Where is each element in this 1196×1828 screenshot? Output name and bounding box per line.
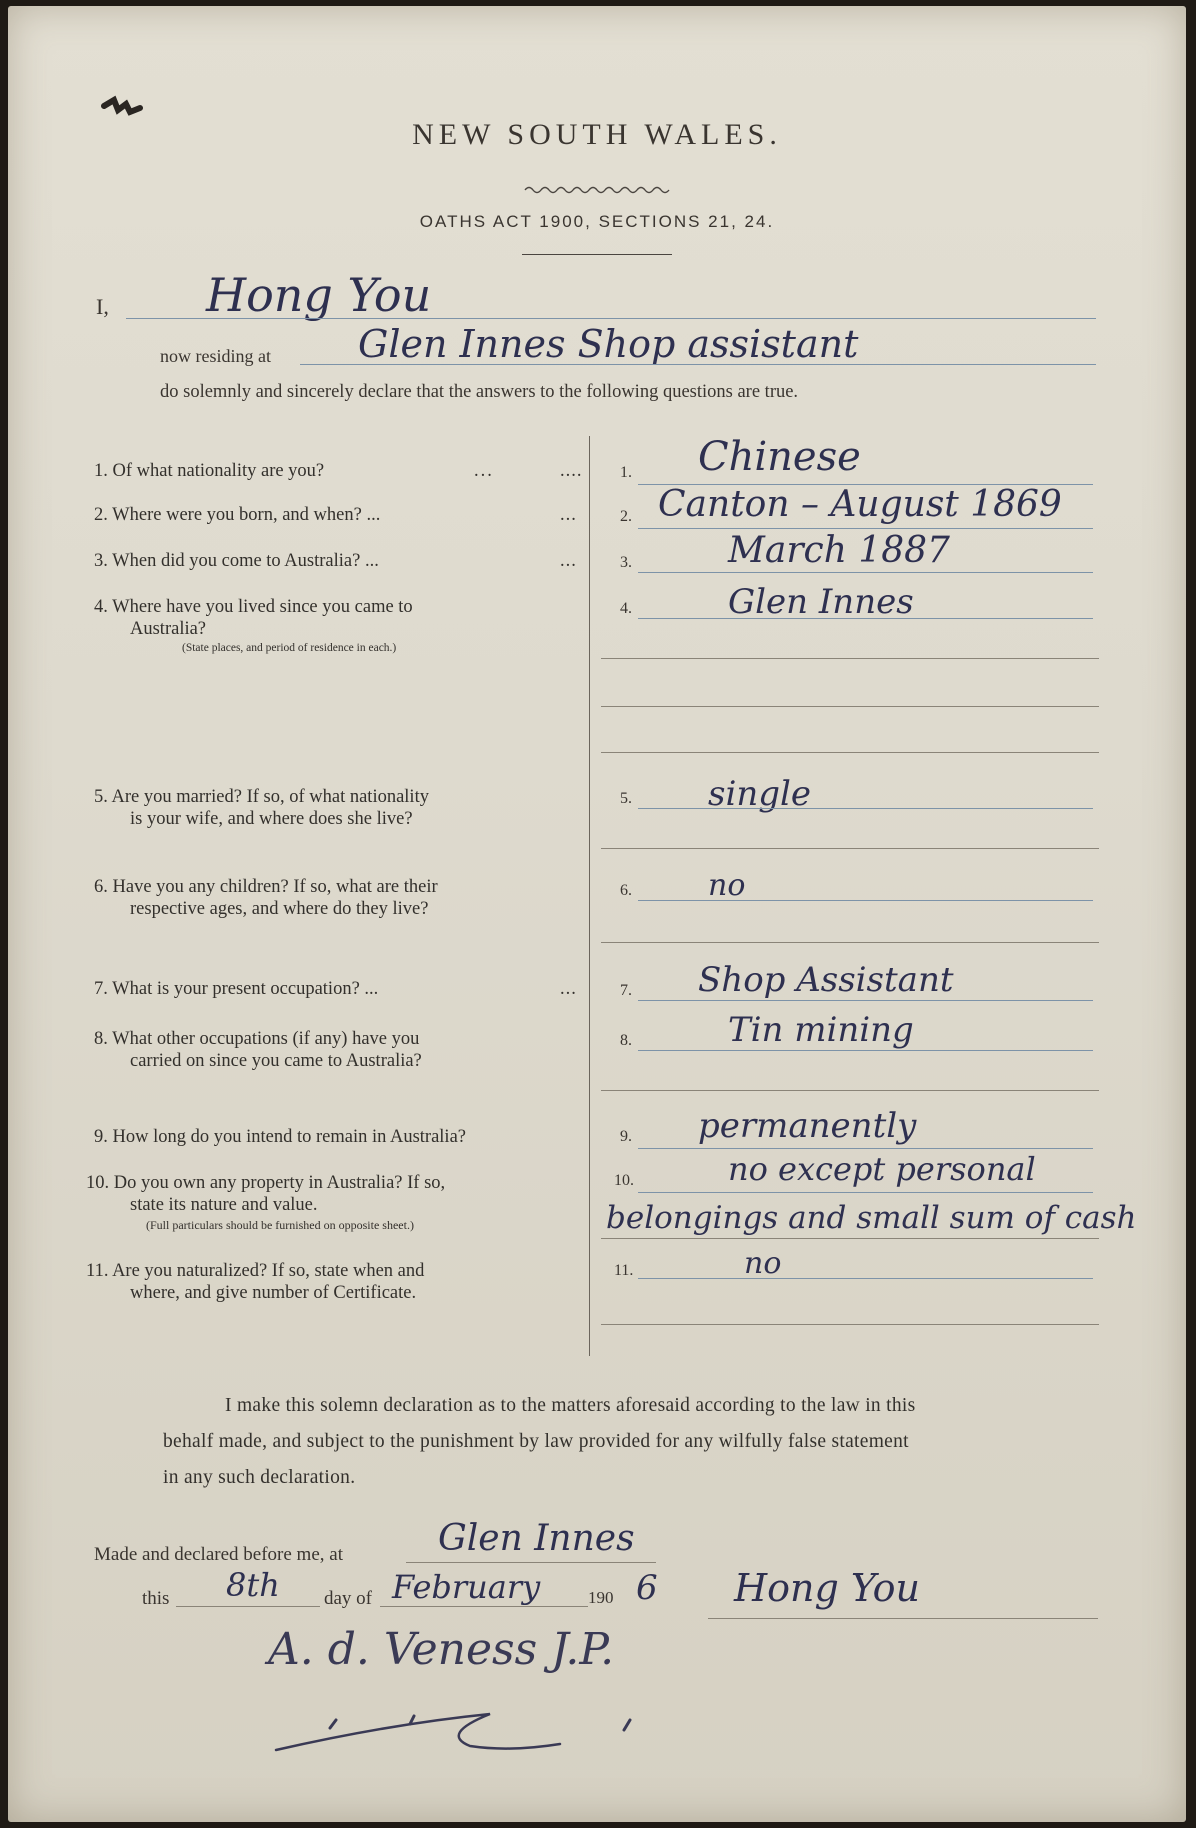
declaration-line: I make this solemn declaration as to the matters aforesaid according to the law in this: [225, 1395, 916, 1416]
question-6: [94, 876, 594, 920]
answer-line: [638, 900, 1093, 901]
answer-number: 1.: [620, 464, 632, 481]
answer-line: [638, 1278, 1093, 1279]
question-continuation: Australia?: [130, 619, 207, 639]
question-10: [86, 1172, 586, 1234]
i-label: I,: [96, 294, 109, 319]
question-8: [94, 1028, 594, 1072]
question-text: Have you any children? If so, what are their: [112, 877, 438, 897]
month-line: [380, 1606, 588, 1607]
declared-month: February: [392, 1568, 541, 1606]
question-text: Of what nationality are you?: [112, 461, 325, 481]
answer-10: no except personal: [728, 1150, 1036, 1188]
answer-number: 2.: [620, 508, 632, 525]
question-1: [94, 460, 594, 482]
declarant-signature: Hong You: [734, 1566, 921, 1610]
question-3: [94, 550, 594, 572]
day-of-label: day of: [324, 1588, 373, 1609]
question-text: Where have you lived since you came to: [112, 597, 413, 617]
answer-line: [601, 1090, 1099, 1091]
leader-dots: ...: [560, 551, 577, 571]
answer-number: 7.: [620, 982, 632, 999]
declaration-line: behalf made, and subject to the punishment by law provided for any wilfully false statement: [163, 1431, 909, 1452]
answer-2: Canton – August 1869: [658, 484, 1062, 525]
leader-dots: ...: [560, 979, 577, 999]
declared-day: 8th: [226, 1566, 280, 1604]
answer-line: [601, 942, 1099, 943]
page-title: NEW SOUTH WALES.: [412, 118, 782, 151]
answer-4: Glen Innes: [728, 582, 914, 622]
declaration-form: [8, 6, 1186, 1822]
answer-number: 8.: [620, 1032, 632, 1049]
residing-label: now residing at: [160, 346, 271, 366]
year-suffix: 6: [636, 1568, 658, 1608]
witness-signature: A. d. Veness J.P.: [268, 1624, 615, 1675]
answer-line: [638, 808, 1093, 809]
declared-place: Glen Innes: [438, 1518, 635, 1559]
answer-number: 11.: [614, 1262, 634, 1279]
made-declared-label: Made and declared before me, at: [94, 1544, 343, 1565]
residence-line: [300, 364, 1096, 365]
answer-line: [638, 1192, 1093, 1193]
question-continuation: respective ages, and where do they live?: [130, 899, 429, 919]
answer-6: no: [708, 868, 746, 903]
question-text: Are you naturalized? If so, state when and: [112, 1261, 425, 1281]
question-number: 1.: [94, 461, 108, 481]
answer-number: 3.: [620, 554, 632, 571]
question-continuation: is your wife, and where does she live?: [130, 809, 413, 829]
answer-line: [638, 1000, 1093, 1001]
question-number: 9.: [94, 1127, 108, 1147]
question-text: Where were you born, and when? ...: [112, 505, 381, 525]
this-label: this: [142, 1588, 170, 1609]
question-number: 7.: [94, 979, 108, 999]
question-text: What is your present occupation? ...: [112, 979, 379, 999]
question-number: 8.: [94, 1029, 108, 1049]
declaration-paragraph: [163, 1388, 1103, 1496]
answer-line: [638, 572, 1093, 573]
leader-dots: ...: [474, 461, 494, 481]
title-flourish: [523, 184, 673, 196]
question-note: (Full particulars should be furnished on opposite sheet.): [146, 1218, 414, 1232]
question-continuation: state its nature and value.: [130, 1195, 318, 1215]
act-reference: OATHS ACT 1900, SECTIONS 21, 24.: [419, 212, 775, 231]
question-number: 6.: [94, 877, 108, 897]
witness-flourish: [270, 1694, 710, 1774]
answer-3: March 1887: [728, 530, 950, 571]
answer-number: 5.: [620, 790, 632, 807]
leader-dots: ...: [560, 505, 577, 525]
question-4: [94, 596, 594, 656]
question-text: Are you married? If so, of what nationality: [111, 787, 429, 807]
question-text: How long do you intend to remain in Australia?: [112, 1127, 466, 1147]
question-number: 10.: [86, 1173, 110, 1193]
question-number: 5.: [94, 787, 108, 807]
question-continuation: carried on since you came to Australia?: [130, 1051, 422, 1071]
answer-line: [601, 658, 1099, 659]
answer-9: permanently: [698, 1106, 917, 1146]
answer-8: Tin mining: [728, 1010, 914, 1050]
answer-5: single: [708, 774, 811, 814]
answer-line: [601, 1238, 1099, 1239]
question-text: When did you come to Australia? ...: [112, 551, 379, 571]
declarant-name: Hong You: [206, 268, 432, 322]
year-prefix: 190: [588, 1588, 614, 1607]
answer-1: Chinese: [698, 434, 861, 480]
question-number: 4.: [94, 597, 108, 617]
answer-number: 10.: [614, 1172, 634, 1189]
question-9: [94, 1126, 594, 1148]
answer-line: [638, 1148, 1093, 1149]
residence-value: Glen Innes Shop assistant: [358, 322, 859, 366]
question-number: 11.: [86, 1261, 109, 1281]
question-7: [94, 978, 594, 1000]
answer-11: no: [744, 1246, 782, 1281]
name-line: [126, 318, 1096, 319]
answer-number: 9.: [620, 1128, 632, 1145]
answer-line: [601, 1324, 1099, 1325]
answer-line: [601, 848, 1099, 849]
answer-line: [638, 618, 1093, 619]
place-line: [406, 1562, 656, 1563]
question-text: What other occupations (if any) have you: [112, 1029, 420, 1049]
declaration-line: in any such declaration.: [163, 1467, 356, 1488]
question-text: Do you own any property in Australia? If so,: [113, 1173, 446, 1193]
question-continuation: where, and give number of Certificate.: [130, 1283, 417, 1303]
declare-text: do solemnly and sincerely declare that the answers to the following questions are true.: [160, 382, 799, 402]
signature-line: [708, 1618, 1098, 1619]
day-line: [176, 1606, 320, 1607]
answer-line: [601, 752, 1099, 753]
question-5: [94, 786, 594, 830]
leader-dots: ....: [560, 461, 583, 481]
answer-number: 6.: [620, 882, 632, 899]
answer-line: [601, 706, 1099, 707]
question-note: (State places, and period of residence in each.): [182, 642, 397, 654]
answer-7: Shop Assistant: [698, 960, 954, 1000]
question-2: [94, 504, 594, 526]
question-11: [86, 1260, 586, 1304]
question-number: 3.: [94, 551, 108, 571]
answer-line: [638, 528, 1093, 529]
answer-line: [638, 1050, 1093, 1051]
act-underline: [522, 254, 672, 255]
question-number: 2.: [94, 505, 108, 525]
answer-10-continued: belongings and small sum of cash: [606, 1200, 1137, 1236]
answer-number: 4.: [620, 600, 632, 617]
